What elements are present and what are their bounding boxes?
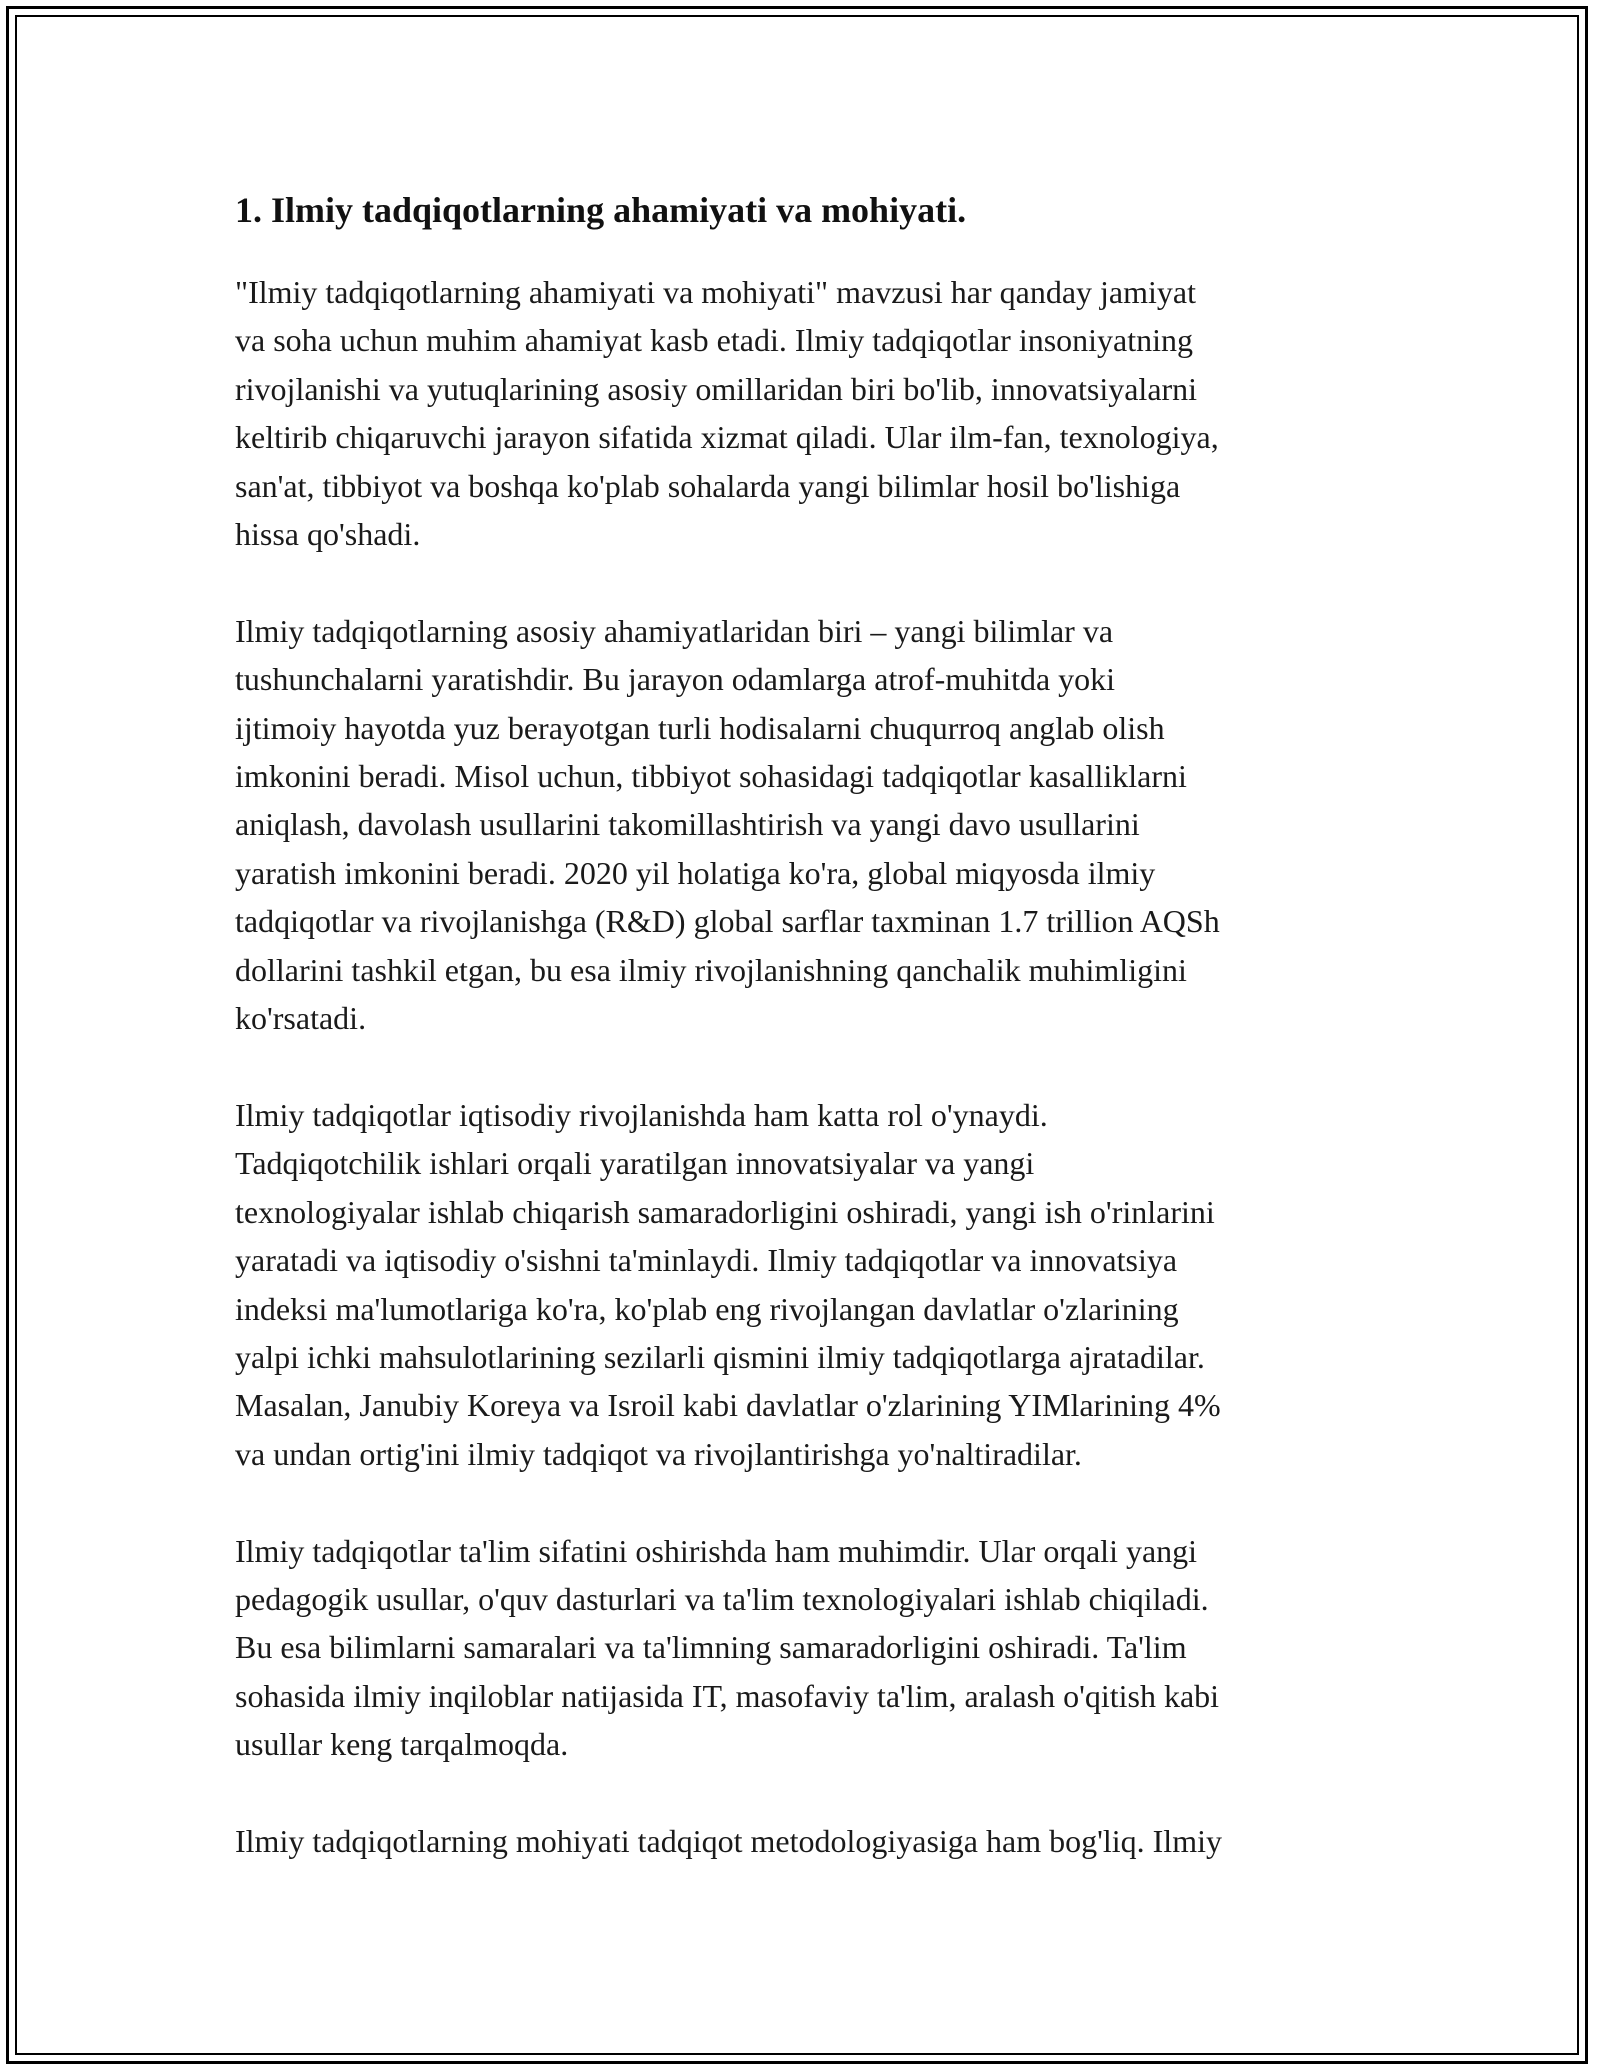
paragraph-3: Ilmiy tadqiqotlar iqtisodiy rivojlanishda ham katta rol o'ynaydi. Tadqiqotchilik ishlari orqali yaratilgan innovatsiyalar va yangi texnologiyalar ishlab chiqarish samaradorligini oshiradi, yangi ish o'rinlarini yaratadi va iqtisodiy o'sishni ta'minlaydi. Ilmiy tadqiqotlar va innovatsiya indeksi ma'lumotlariga ko'ra, ko'plab eng rivojlangan davlatlar o'zlarining yalpi ichki mahsulotlarining sezilarli qismini ilmiy tadqiqotlarga ajratadilar. Masalan, Janubiy Koreya va Isroil kabi davlatlar o'zlarining YIMlarining 4% va undan ortig'ini ilmiy tadqiqot va rivojlantirishga yo'naltiradilar. [235, 1096, 1221, 1472]
section-heading: 1. Ilmiy tadqiqotlarning ahamiyati va mohiyati. [235, 190, 967, 230]
document-body [235, 186, 1375, 1914]
paragraph-5: Ilmiy tadqiqotlarning mohiyati tadqiqot metodologiyasiga ham bog'liq. Ilmiy [235, 1822, 1222, 1859]
paragraph-1: "Ilmiy tadqiqotlarning ahamiyati va mohiyati" mavzusi har qanday jamiyat va soha uchun muhim ahamiyat kasb etadi. Ilmiy tadqiqotlar insoniyatning rivojlanishi va yutuqlarining asosiy omillaridan biri bo'lib, innovatsiyalarni keltirib chiqaruvchi jarayon sifatida xizmat qiladi. Ular ilm-fan, texnologiya, san'at, tibbiyot va boshqa ko'plab sohalarda yangi bilimlar hosil bo'lishiga hissa qo'shadi. [235, 274, 1219, 553]
paragraph-4: Ilmiy tadqiqotlar ta'lim sifatini oshirishda ham muhimdir. Ular orqali yangi pedagogik usullar, o'quv dasturlari va ta'lim texnologiyalari ishlab chiqiladi. Bu esa bilimlarni samaralari va ta'limning samaradorligini oshiradi. Ta'lim sohasida ilmiy inqiloblar natijasida IT, masofaviy ta'lim, aralash o'qitish kabi usullar keng tarqalmoqda. [235, 1532, 1220, 1763]
paragraph-2: Ilmiy tadqiqotlarning asosiy ahamiyatlaridan biri – yangi bilimlar va tushunchalarni yaratishdir. Bu jarayon odamlarga atrof-muhitda yoki ijtimoiy hayotda yuz berayotgan turli hodisalarni chuqurroq anglab olish imkonini beradi. Misol uchun, tibbiyot sohasidagi tadqiqotlar kasalliklarni aniqlash, davolash usullarini takomillashtirish va yangi davo usullarini yaratish imkonini beradi. 2020 yil holatiga ko'ra, global miqyosda ilmiy tadqiqotlar va rivojlanishga (R&D) global sarflar taxminan 1.7 trillion AQSh dollarini tashkil etgan, bu esa ilmiy rivojlanishning qanchalik muhimligini ko'rsatadi. [235, 612, 1220, 1037]
